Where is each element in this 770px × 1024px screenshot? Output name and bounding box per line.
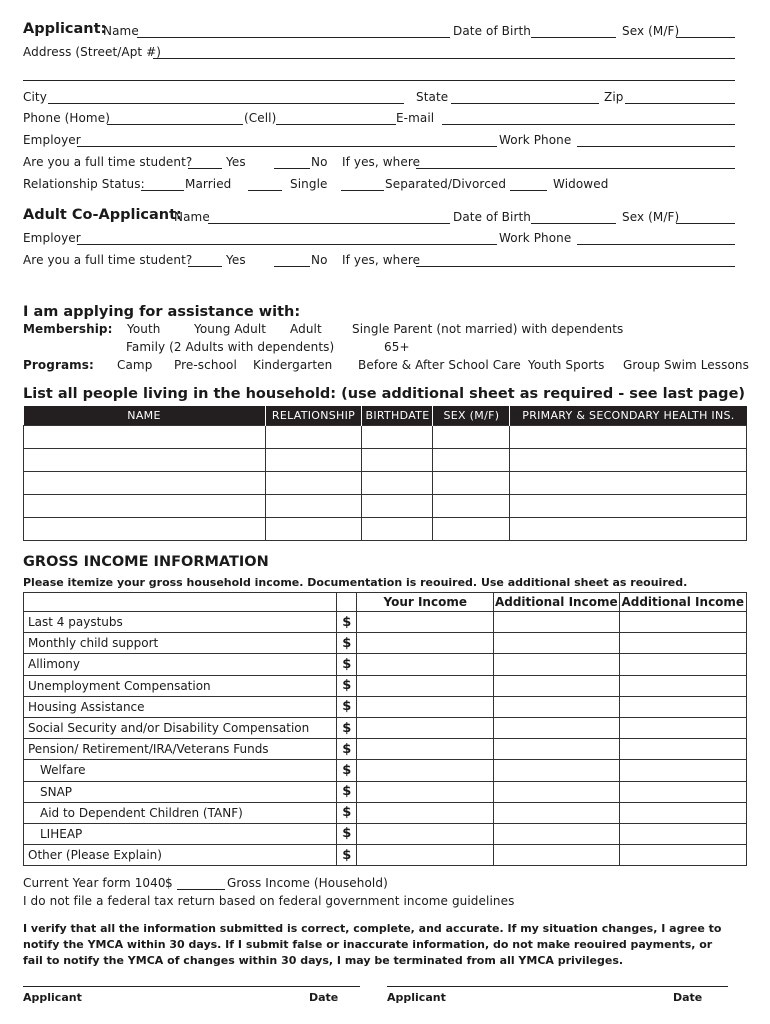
cell[interactable] [362,448,433,471]
cell-field[interactable] [276,124,396,125]
student-yes-field[interactable] [188,168,222,169]
coapplicant-name-field[interactable] [208,223,450,224]
income-amount-cell[interactable] [494,654,620,675]
table-row [24,823,747,844]
household-header-row [24,406,747,425]
table-row [24,448,747,471]
additional-income-header: Additional Income [494,593,620,612]
program-youth-sports[interactable]: Youth Sports [528,358,605,372]
applicant-signature-label: Applicant [23,991,82,1004]
coapplicant-employer-label: Employer [23,231,81,245]
col-birthdate-header: BIRTHDATE [362,406,433,425]
membership-single-parent[interactable]: Single Parent (not married) with dependents [352,322,624,336]
membership-youth[interactable]: Youth [127,322,161,336]
coapplicant-sex-label: Sex (M/F) [622,210,680,224]
income-blank-header [337,593,357,612]
program-group-swim[interactable]: Group Swim Lessons [623,358,749,372]
household-table [23,406,747,541]
table-row [24,760,747,781]
income-amount-cell[interactable] [619,802,746,823]
student-question: Are you a full time student? [23,155,193,169]
income-amount-cell[interactable] [494,802,620,823]
cell[interactable] [24,517,266,540]
currency-symbol: $ [337,802,357,823]
student-no-field[interactable] [274,168,310,169]
table-row [24,675,747,696]
income-amount-cell[interactable] [357,675,494,696]
table-row [24,739,747,760]
program-before-after[interactable]: Before & After School Care [358,358,521,372]
applicant-dob-field[interactable] [531,37,616,38]
table-row [24,612,747,633]
cell[interactable] [265,517,362,540]
income-table [23,592,747,866]
income-amount-cell[interactable] [494,717,620,738]
cell[interactable] [433,494,510,517]
income-amount-cell[interactable] [357,781,494,802]
table-row [24,781,747,802]
coapplicant-date-label: Date [673,991,703,1004]
separated-field[interactable] [341,190,384,191]
phone-home-field[interactable] [107,124,243,125]
currency-symbol: $ [337,612,357,633]
income-amount-cell[interactable] [357,802,494,823]
table-row [24,802,747,823]
cell[interactable] [362,425,433,448]
income-amount-cell[interactable] [494,781,620,802]
income-row-label: Social Security and/or Disability Compensation [24,717,337,738]
email-field[interactable] [442,124,735,125]
coapplicant-student-no-field[interactable] [274,266,310,267]
form1040-currency: $ [165,876,173,890]
table-row [24,471,747,494]
household-heading: List all people living in the household: (use additional sheet as required - see last page) [23,386,746,402]
coapplicant-work-phone-label: Work Phone [499,231,572,245]
table-row [24,425,747,448]
coapplicant-school-field[interactable] [416,266,735,267]
income-amount-cell[interactable] [494,675,620,696]
cell[interactable] [265,471,362,494]
coapplicant-heading: Adult Co-Applicant: [23,207,182,223]
membership-adult[interactable]: Adult [290,322,322,336]
applicant-name-field[interactable] [137,37,450,38]
currency-symbol: $ [337,781,357,802]
cell[interactable] [24,471,266,494]
cell[interactable] [362,471,433,494]
income-amount-cell[interactable] [494,633,620,654]
coapplicant-student-question: Are you a full time student? [23,253,193,267]
cell[interactable] [24,448,266,471]
income-amount-cell[interactable] [619,781,746,802]
cell[interactable] [510,471,747,494]
income-row-label: Aid to Dependent Children (TANF) [24,802,337,823]
work-phone-label: Work Phone [499,133,572,147]
city-field[interactable] [48,103,404,104]
currency-symbol: $ [337,654,357,675]
cell-label: (Cell) [244,111,277,125]
coapplicant-student-yes-label: Yes [226,253,246,267]
employer-label: Employer [23,133,81,147]
your-income-header: Your Income [357,593,494,612]
zip-field[interactable] [625,103,735,104]
coapplicant-employer-field[interactable] [77,244,497,245]
if-yes-label: If yes, where [342,155,421,169]
additional-income-header-2: Additional Income [619,593,746,612]
income-rows [24,612,747,866]
income-amount-cell[interactable] [357,696,494,717]
income-amount-cell[interactable] [357,845,494,866]
zip-label: Zip [604,90,624,104]
membership-family[interactable]: Family (2 Adults with dependents) [126,340,335,354]
coapplicant-work-phone-field[interactable] [577,244,735,245]
income-amount-cell[interactable] [494,612,620,633]
sex-label: Sex (M/F) [622,24,680,38]
currency-symbol: $ [337,739,357,760]
table-row [24,845,747,866]
cell[interactable] [510,448,747,471]
income-amount-cell[interactable] [619,612,746,633]
single-label: Single [290,177,328,191]
coapplicant-dob-field[interactable] [531,223,616,224]
verification-statement: I verify that all the information submitted is correct, complete, and accurate. If my situation changes, I agree to notify the YMCA within 30 days. If I submit false or inaccurate information, do not make reouired payments, or fail to notify the YMCA of changes within 30 days, I may be terminated from all YMCA privileges. [23,922,722,967]
program-preschool[interactable]: Pre-school [174,358,237,372]
cell[interactable] [24,425,266,448]
income-amount-cell[interactable] [619,823,746,844]
cell[interactable] [433,425,510,448]
form1040-field[interactable] [177,889,225,890]
coapplicant-name-label: Name [174,210,210,224]
income-row-label: Monthly child support [24,633,337,654]
income-amount-cell[interactable] [357,612,494,633]
no-tax-return-statement: I do not file a federal tax return based on federal government income guidelines [23,894,515,908]
program-kindergarten[interactable]: Kindergarten [253,358,333,372]
applicant-heading: Applicant: [23,21,107,37]
cell[interactable] [362,517,433,540]
cell[interactable] [362,494,433,517]
membership-senior[interactable]: 65+ [384,340,410,354]
income-amount-cell[interactable] [357,633,494,654]
col-name-header: NAME [24,406,266,425]
gross-income-label: Gross Income (Household) [227,876,388,890]
membership-young-adult[interactable]: Young Adult [194,322,267,336]
cell[interactable] [24,494,266,517]
cell[interactable] [433,448,510,471]
cell[interactable] [510,517,747,540]
applicant-signature-line[interactable] [23,986,360,987]
cell[interactable] [510,425,747,448]
program-camp[interactable]: Camp [117,358,153,372]
income-row-label: SNAP [24,781,337,802]
currency-symbol: $ [337,633,357,654]
col-health-ins-header: PRIMARY & SECONDARY HEALTH INS. [510,406,747,425]
state-field[interactable] [451,103,599,104]
col-relationship-header: RELATIONSHIP [265,406,362,425]
cell[interactable] [510,494,747,517]
currency-symbol: $ [337,823,357,844]
currency-symbol: $ [337,675,357,696]
income-amount-cell[interactable] [494,696,620,717]
income-amount-cell[interactable] [357,823,494,844]
membership-label: Membership: [23,322,113,336]
cell[interactable] [265,448,362,471]
income-header-row [24,593,747,612]
assistance-heading: I am applying for assistance with: [23,304,301,320]
work-phone-field[interactable] [577,146,735,147]
currency-symbol: $ [337,696,357,717]
table-row [24,717,747,738]
coapplicant-dob-label: Date of Birth [453,210,531,224]
income-amount-cell[interactable] [619,654,746,675]
name-label: Name [103,24,139,38]
income-row-label: Pension/ Retirement/IRA/Veterans Funds [24,739,337,760]
single-field[interactable] [248,190,282,191]
col-sex-header: SEX (M/F) [433,406,510,425]
dob-label: Date of Birth [453,24,531,38]
table-row [24,494,747,517]
state-label: State [416,90,449,104]
student-no-label: No [311,155,328,169]
email-label: E-mail [396,111,435,125]
married-field[interactable] [141,190,184,191]
school-field[interactable] [416,168,735,169]
address-label: Address (Street/Apt #) [23,45,162,59]
married-label: Married [185,177,232,191]
income-blank-header [24,593,337,612]
income-row-label: Welfare [24,760,337,781]
income-amount-cell[interactable] [357,654,494,675]
income-row-label: Last 4 paystubs [24,612,337,633]
currency-symbol: $ [337,845,357,866]
currency-symbol: $ [337,760,357,781]
currency-symbol: $ [337,717,357,738]
income-amount-cell[interactable] [619,717,746,738]
income-amount-cell[interactable] [494,739,620,760]
income-amount-cell[interactable] [619,760,746,781]
income-amount-cell[interactable] [494,760,620,781]
income-amount-cell[interactable] [357,717,494,738]
phone-home-label: Phone (Home) [23,111,110,125]
income-amount-cell[interactable] [619,845,746,866]
income-row-label: Unemployment Compensation [24,675,337,696]
income-amount-cell[interactable] [357,760,494,781]
coapplicant-student-no-label: No [311,253,328,267]
income-amount-cell[interactable] [619,739,746,760]
cell[interactable] [265,425,362,448]
income-amount-cell[interactable] [494,823,620,844]
income-heading: GROSS INCOME INFORMATION [23,554,269,570]
table-row [24,517,747,540]
income-row-label: Other (Please Explain) [24,845,337,866]
income-row-label: LIHEAP [24,823,337,844]
widowed-label: Widowed [553,177,609,191]
address-field[interactable] [153,58,735,59]
table-row [24,696,747,717]
employer-field[interactable] [77,146,497,147]
cell[interactable] [433,517,510,540]
income-row-label: Allimony [24,654,337,675]
coapplicant-if-yes-label: If yes, where [342,253,421,267]
widowed-field[interactable] [510,190,547,191]
student-yes-label: Yes [226,155,246,169]
city-label: City [23,90,47,104]
separated-label: Separated/Divorced [385,177,507,191]
income-row-label: Housing Assistance [24,696,337,717]
income-amount-cell[interactable] [494,845,620,866]
coapplicant-student-yes-field[interactable] [188,266,222,267]
cell[interactable] [433,471,510,494]
income-amount-cell[interactable] [619,696,746,717]
applicant-date-label: Date [309,991,339,1004]
coapplicant-signature-label: Applicant [387,991,446,1004]
table-row [24,633,747,654]
coapplicant-signature-line[interactable] [387,986,728,987]
applicant-sex-field[interactable] [676,37,735,38]
income-amount-cell[interactable] [619,675,746,696]
programs-label: Programs: [23,358,94,372]
income-instructions: Please itemize your gross household income. Documentation is reouired. Use additional sheet as reouired. [23,576,688,589]
income-amount-cell[interactable] [619,633,746,654]
address-field-line2[interactable] [23,80,735,81]
income-amount-cell[interactable] [357,739,494,760]
form1040-label: Current Year form 1040 [23,876,166,890]
coapplicant-sex-field[interactable] [676,223,735,224]
table-row [24,654,747,675]
relationship-status-label: Relationship Status: [23,177,145,191]
cell[interactable] [265,494,362,517]
